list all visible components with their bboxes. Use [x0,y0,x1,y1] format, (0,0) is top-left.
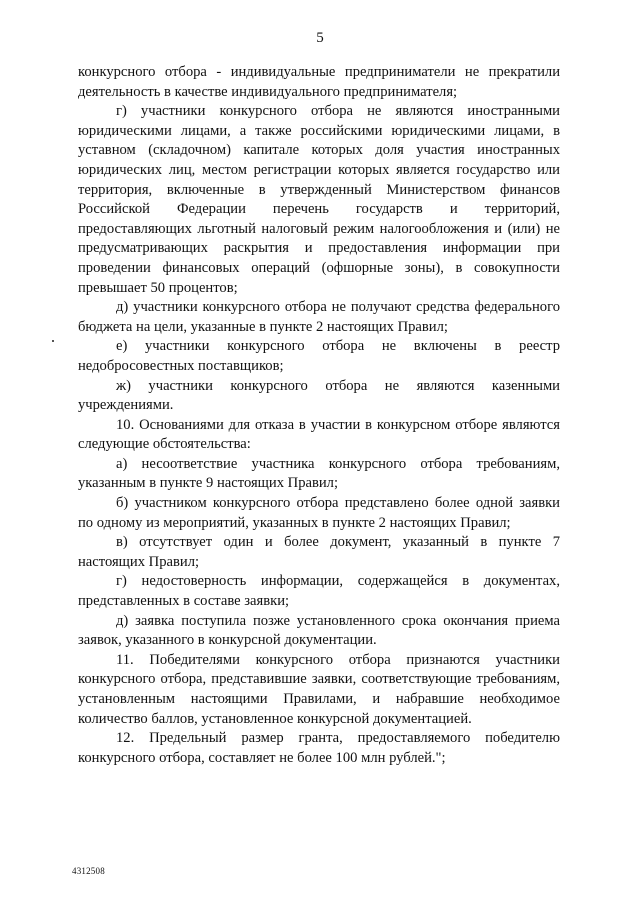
paragraph-11: 11. Победителями конкурсного отбора признаются участники конкурсного отбора, представившие заявки, соответствующие требованиям, установленным настоящими Правилами, и набравшие необходимое количество баллов, установленное конкурсной документацией. [78,651,560,727]
paragraph-10g: г) недостоверность информации, содержащейся в документах, представленных в составе заявки; [78,573,560,610]
paragraph-10b: б) участником конкурсного отбора представлено более одной заявки по одному из мероприятий, указанных в пункте 2 настоящих Правил; [78,495,560,531]
margin-mark [52,340,54,342]
paragraph-10: 10. Основаниями для отказа в участии в конкурсном отборе являются следующие обстоятельства: [78,416,560,453]
paragraph-10a: а) несоответствие участника конкурсного отбора требованиям, указанным в пункте 9 настоящих Правил; [78,455,560,492]
page-number: 5 [316,30,324,46]
paragraph-10d: д) заявка поступила позже установленного срока окончания приема заявок, указанного в конкурсной документации. [78,612,560,649]
paragraph-12: 12. Предельный размер гранта, предоставляемого победителю конкурсного отбора, составляет не более 100 млн рублей."; [78,730,560,766]
paragraph-continuation: конкурсного отбора - индивидуальные предприниматели не прекратили деятельность в качестве индивидуального предпринимателя; [78,64,560,100]
document-id: 4312508 [72,866,105,876]
document-body [78,63,560,768]
paragraph-9e: е) участники конкурсного отбора не включены в реестр недобросовестных поставщиков; [78,338,560,374]
paragraph-10v: в) отсутствует один и более документ, указанный в пункте 7 настоящих Правил; [78,534,560,570]
paragraph-9g: г) участники конкурсного отбора не являются иностранными юридическими лицами, а также российскими юридическими лицами, в уставном (складочном) капитале которых доля участия иностранных юридических лиц, местом регистрации которых является государство или территория, включенные в утвержденный Министерством финансов Российской Федерации перечень государств и территорий, предоставляющих льготный налоговый режим налогообложения и (или) не предусматривающих раскрытия и предоставления информации при проведении финансовых операций (офшорные зоны), в совокупности превышает 50 процентов; [78,103,560,296]
paragraph-9d: д) участники конкурсного отбора не получают средства федерального бюджета на цели, указанные в пункте 2 настоящих Правил; [78,299,560,335]
paragraph-9zh: ж) участники конкурсного отбора не являются казенными учреждениями. [78,377,560,414]
